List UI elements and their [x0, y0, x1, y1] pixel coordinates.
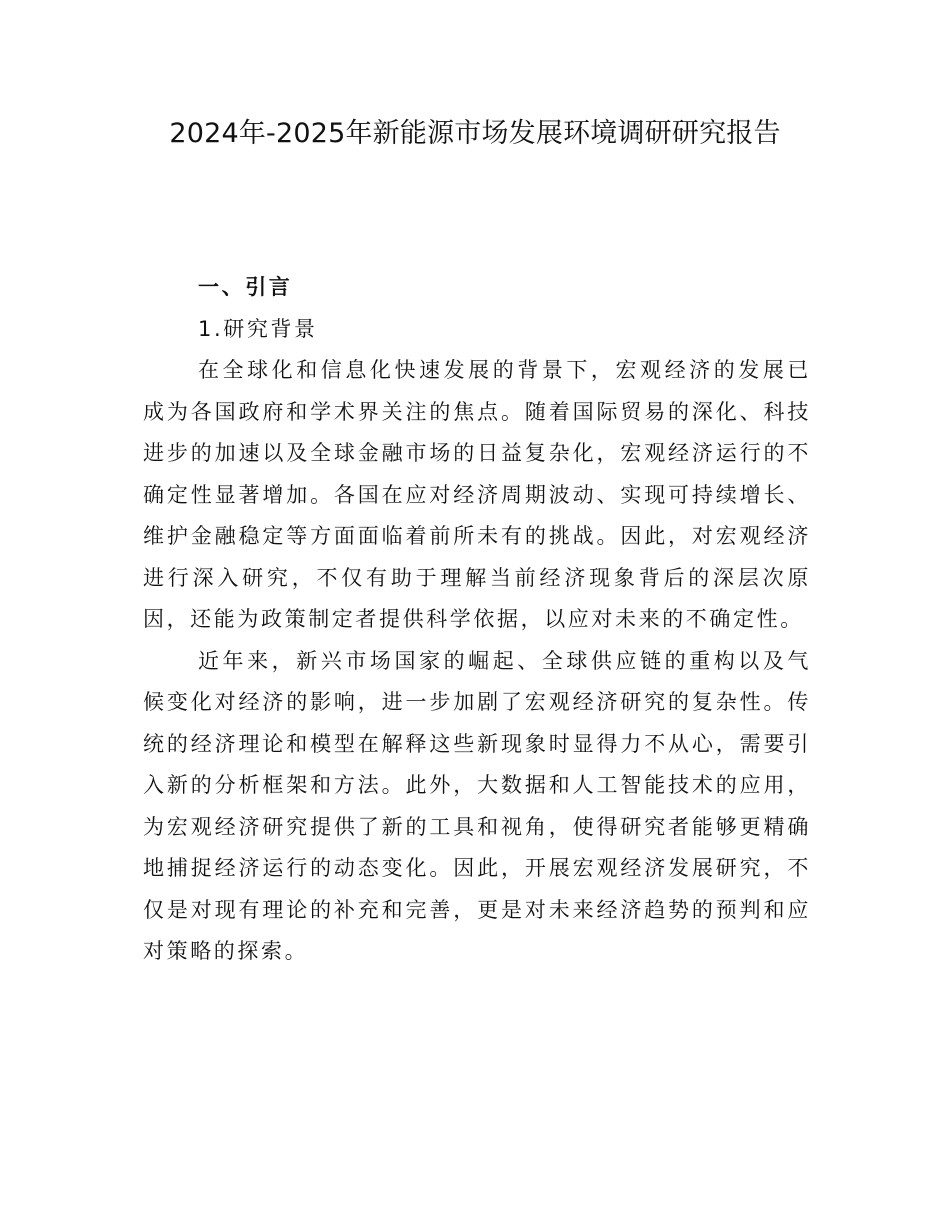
section-heading-introduction: 一、引言	[198, 275, 293, 299]
document-title: 2024年-2025年新能源市场发展环境调研研究报告	[169, 118, 781, 149]
subsection-heading-research-background: 1.研究背景	[198, 317, 318, 341]
body-paragraph-2: 近年来，新兴市场国家的崛起、全球供应链的重构以及气候变化对经济的影响，进一步加剧了宏观经济研究的复杂性。传统的经济理论和模型在解释这些新现象时显得力不从心，需要引入新的分析框架和方法。此外，大数据和人工智能技术的应用，为宏观经济研究提供了新的工具和视角，使得研究者能够更精确地捕捉经济运行的动态变化。因此，开展宏观经济发展研究，不仅是对现有理论的补充和完善，更是对未来经济趋势的预判和应对策略的探索。	[143, 648, 811, 963]
document-body	[143, 266, 811, 973]
body-paragraph-1: 在全球化和信息化快速发展的背景下，宏观经济的发展已成为各国政府和学术界关注的焦点。随着国际贸易的深化、科技进步的加速以及全球金融市场的日益复杂化，宏观经济运行的不确定性显著增加。各国在应对经济周期波动、实现可持续增长、维护金融稳定等方面面临着前所未有的挑战。因此，对宏观经济进行深入研究，不仅有助于理解当前经济现象背后的深层次原因，还能为政策制定者提供科学依据，以应对未来的不确定性。	[143, 358, 811, 631]
